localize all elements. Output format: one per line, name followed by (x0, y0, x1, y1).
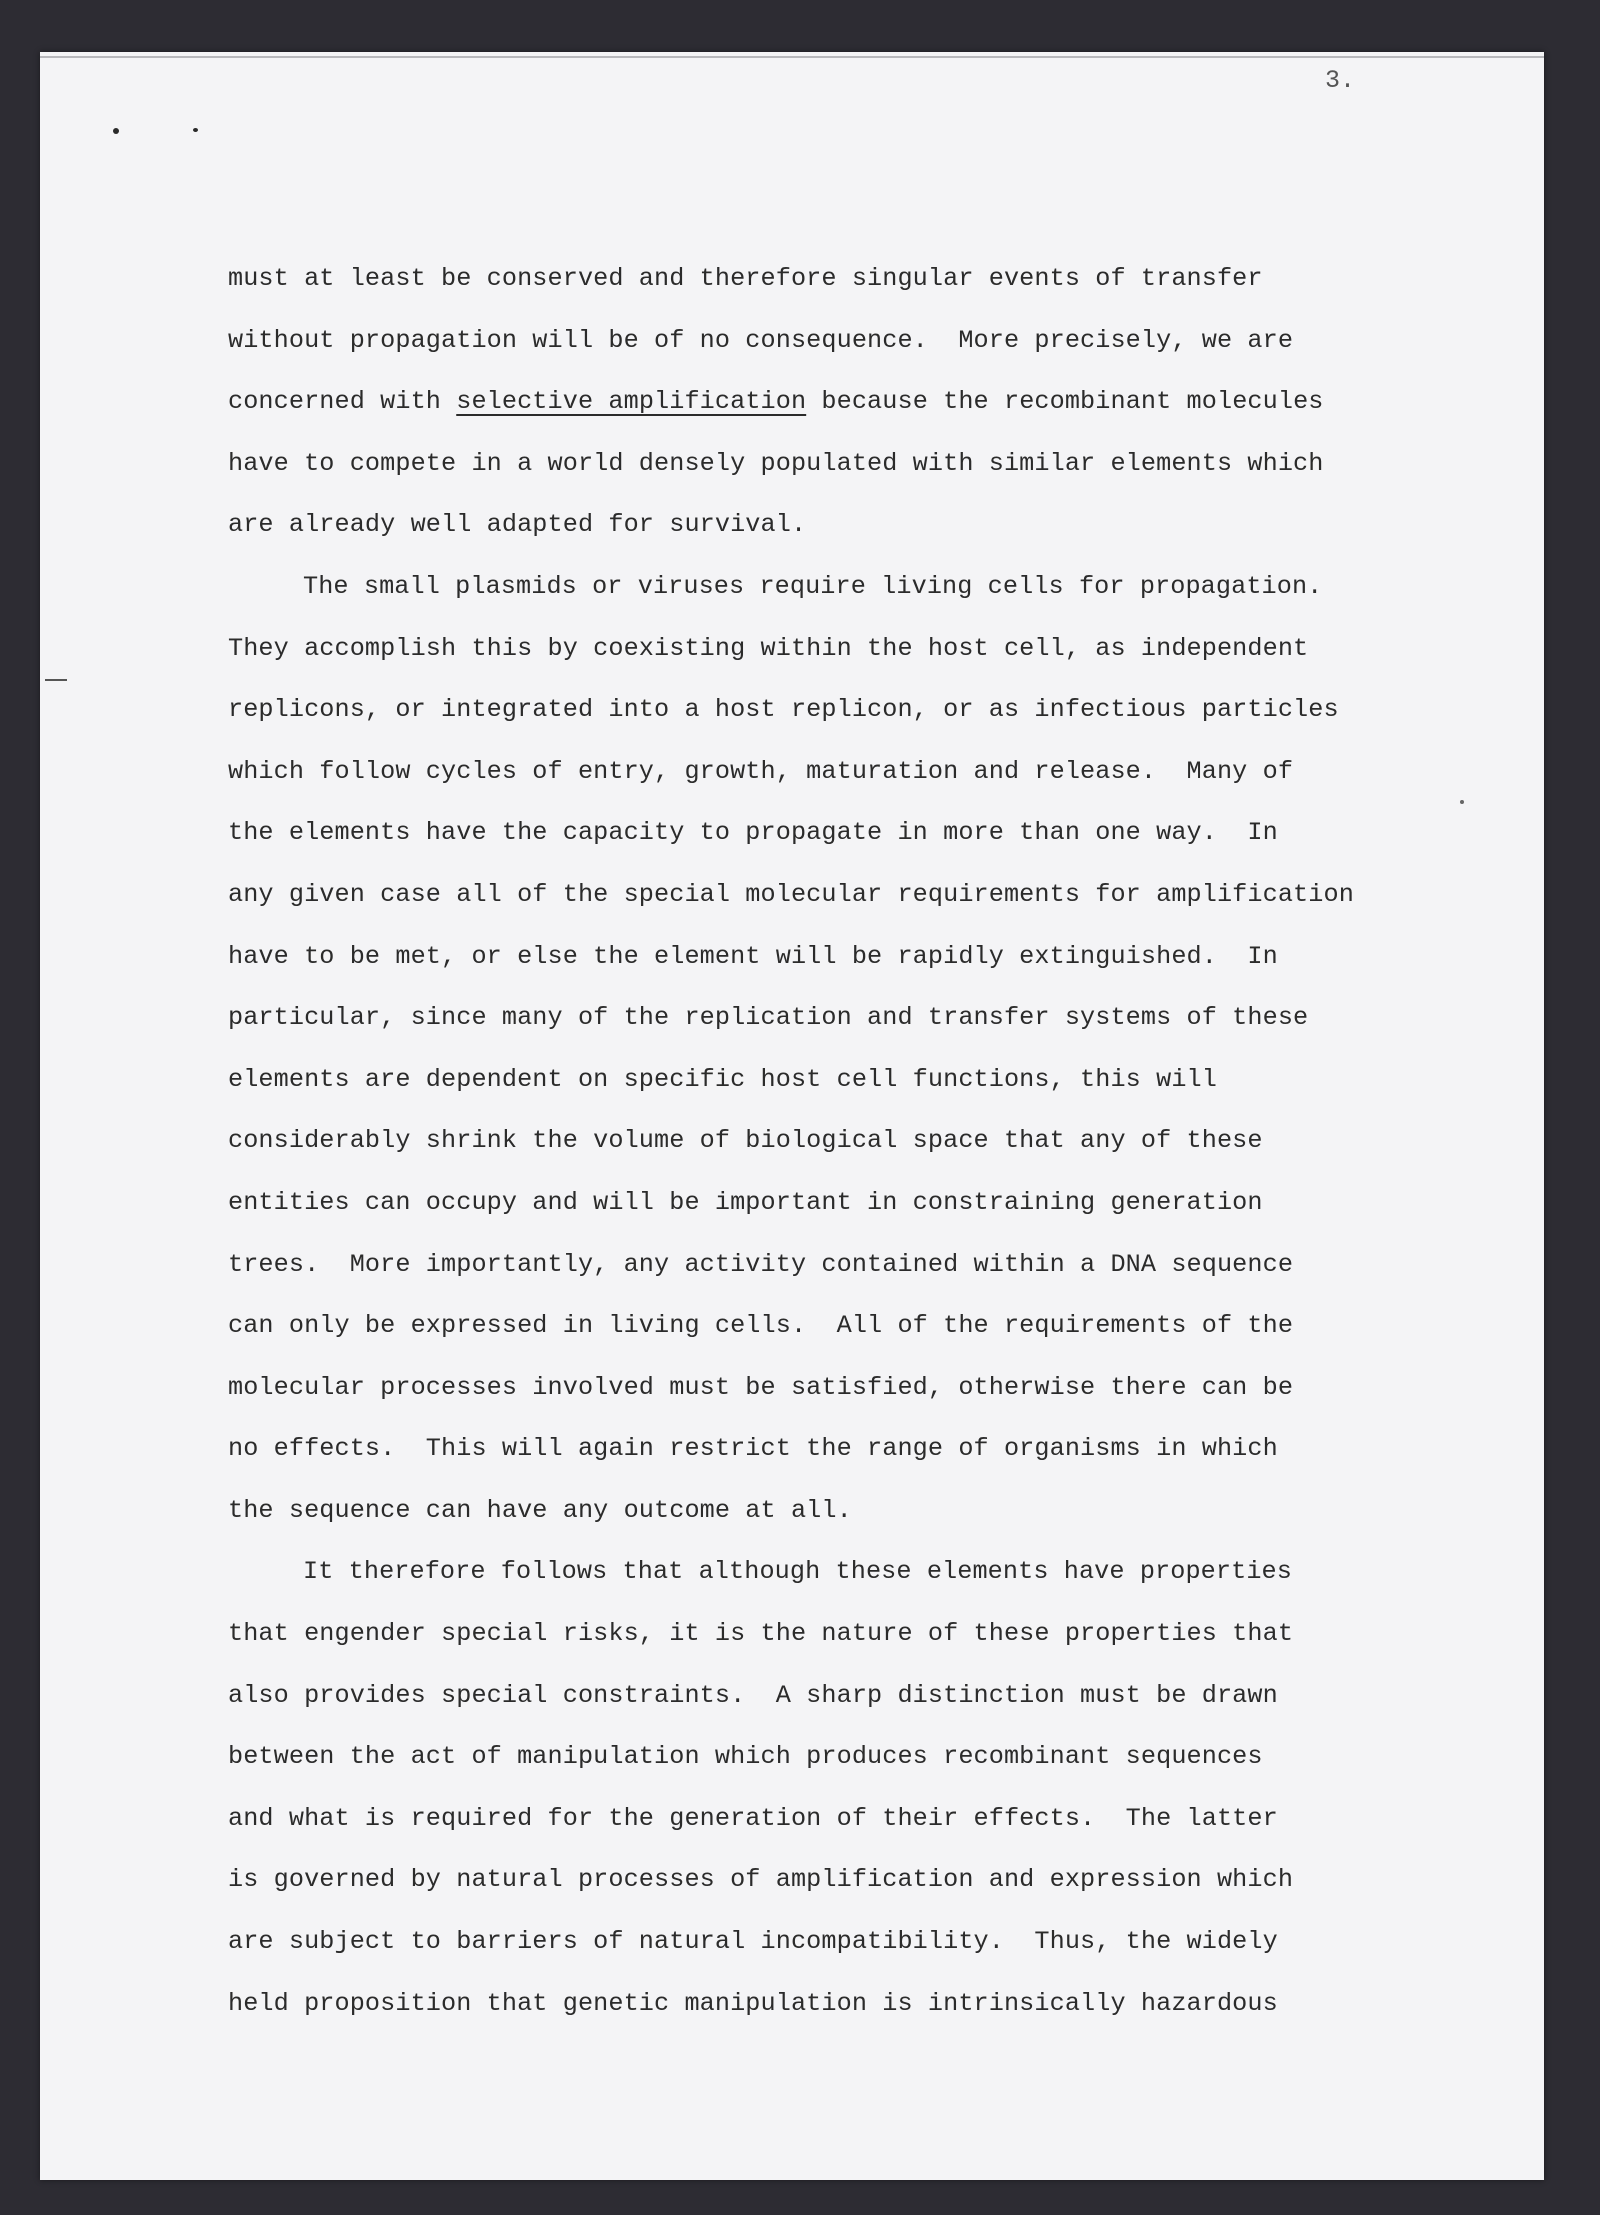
text-line: They accomplish this by coexisting within the host cell, as independent (228, 633, 1309, 663)
text-line: replicons, or integrated into a host replicon, or as infectious particles (228, 695, 1339, 725)
paragraph-first-line: The small plasmids or viruses require living cells for propagation. (303, 571, 1323, 601)
body-text (228, 248, 1458, 2034)
text-fragment: because the recombinant molecules (806, 387, 1324, 417)
text-line: can only be expressed in living cells. All of the requirements of the (228, 1311, 1294, 1341)
margin-mark (45, 679, 67, 681)
text-line: entities can occupy and will be important in constraining generation (228, 1187, 1263, 1217)
ink-speck (193, 128, 198, 132)
text-line: any given case all of the special molecular requirements for amplification (228, 879, 1354, 909)
text-line: have to be met, or else the element will be rapidly extinguished. In (228, 941, 1278, 971)
text-line: considerably shrink the volume of biological space that any of these (228, 1126, 1263, 1156)
text-line: must at least be conserved and therefore singular events of transfer (228, 264, 1263, 293)
text-line: and what is required for the generation of their effects. The latter (228, 1803, 1278, 1833)
text-line: held proposition that genetic manipulation is intrinsically hazardous (228, 1988, 1278, 2018)
text-line: between the act of manipulation which produces recombinant sequences (228, 1742, 1263, 1772)
text-line: particular, since many of the replication and transfer systems of these (228, 1003, 1309, 1033)
text-line: elements are dependent on specific host cell functions, this will (228, 1064, 1217, 1094)
text-line: trees. More importantly, any activity contained within a DNA sequence (228, 1249, 1294, 1279)
text-line: the elements have the capacity to propagate in more than one way. In (228, 818, 1278, 848)
text-line: have to compete in a world densely populated with similar elements which (228, 448, 1324, 478)
text-line: that engender special risks, it is the nature of these properties that (228, 1619, 1294, 1649)
text-line: also provides special constraints. A sharp distinction must be drawn (228, 1680, 1278, 1710)
text-line: without propagation will be of no consequence. More precisely, we are (228, 325, 1294, 355)
text-line: which follow cycles of entry, growth, maturation and release. Many of (228, 756, 1294, 786)
text-line: the sequence can have any outcome at all. (228, 1495, 852, 1525)
paragraph-first-line: It therefore follows that although these elements have properties (303, 1557, 1292, 1587)
text-line: are already well adapted for survival. (228, 510, 807, 540)
text-fragment: concerned with (228, 387, 457, 417)
text-line (228, 371, 1458, 433)
text-line: is governed by natural processes of amplification and expression which (228, 1865, 1294, 1895)
underlined-phrase: selective amplification (456, 387, 807, 417)
document-page (40, 52, 1544, 2180)
ink-speck (113, 128, 119, 134)
page-top-edge (40, 56, 1544, 58)
text-line: no effects. This will again restrict the range of organisms in which (228, 1434, 1278, 1464)
text-line: are subject to barriers of natural incompatibility. Thus, the widely (228, 1927, 1278, 1957)
text-line: molecular processes involved must be satisfied, otherwise there can be (228, 1372, 1294, 1402)
ink-speck (1460, 800, 1464, 804)
page-number: 3. (1325, 66, 1356, 95)
